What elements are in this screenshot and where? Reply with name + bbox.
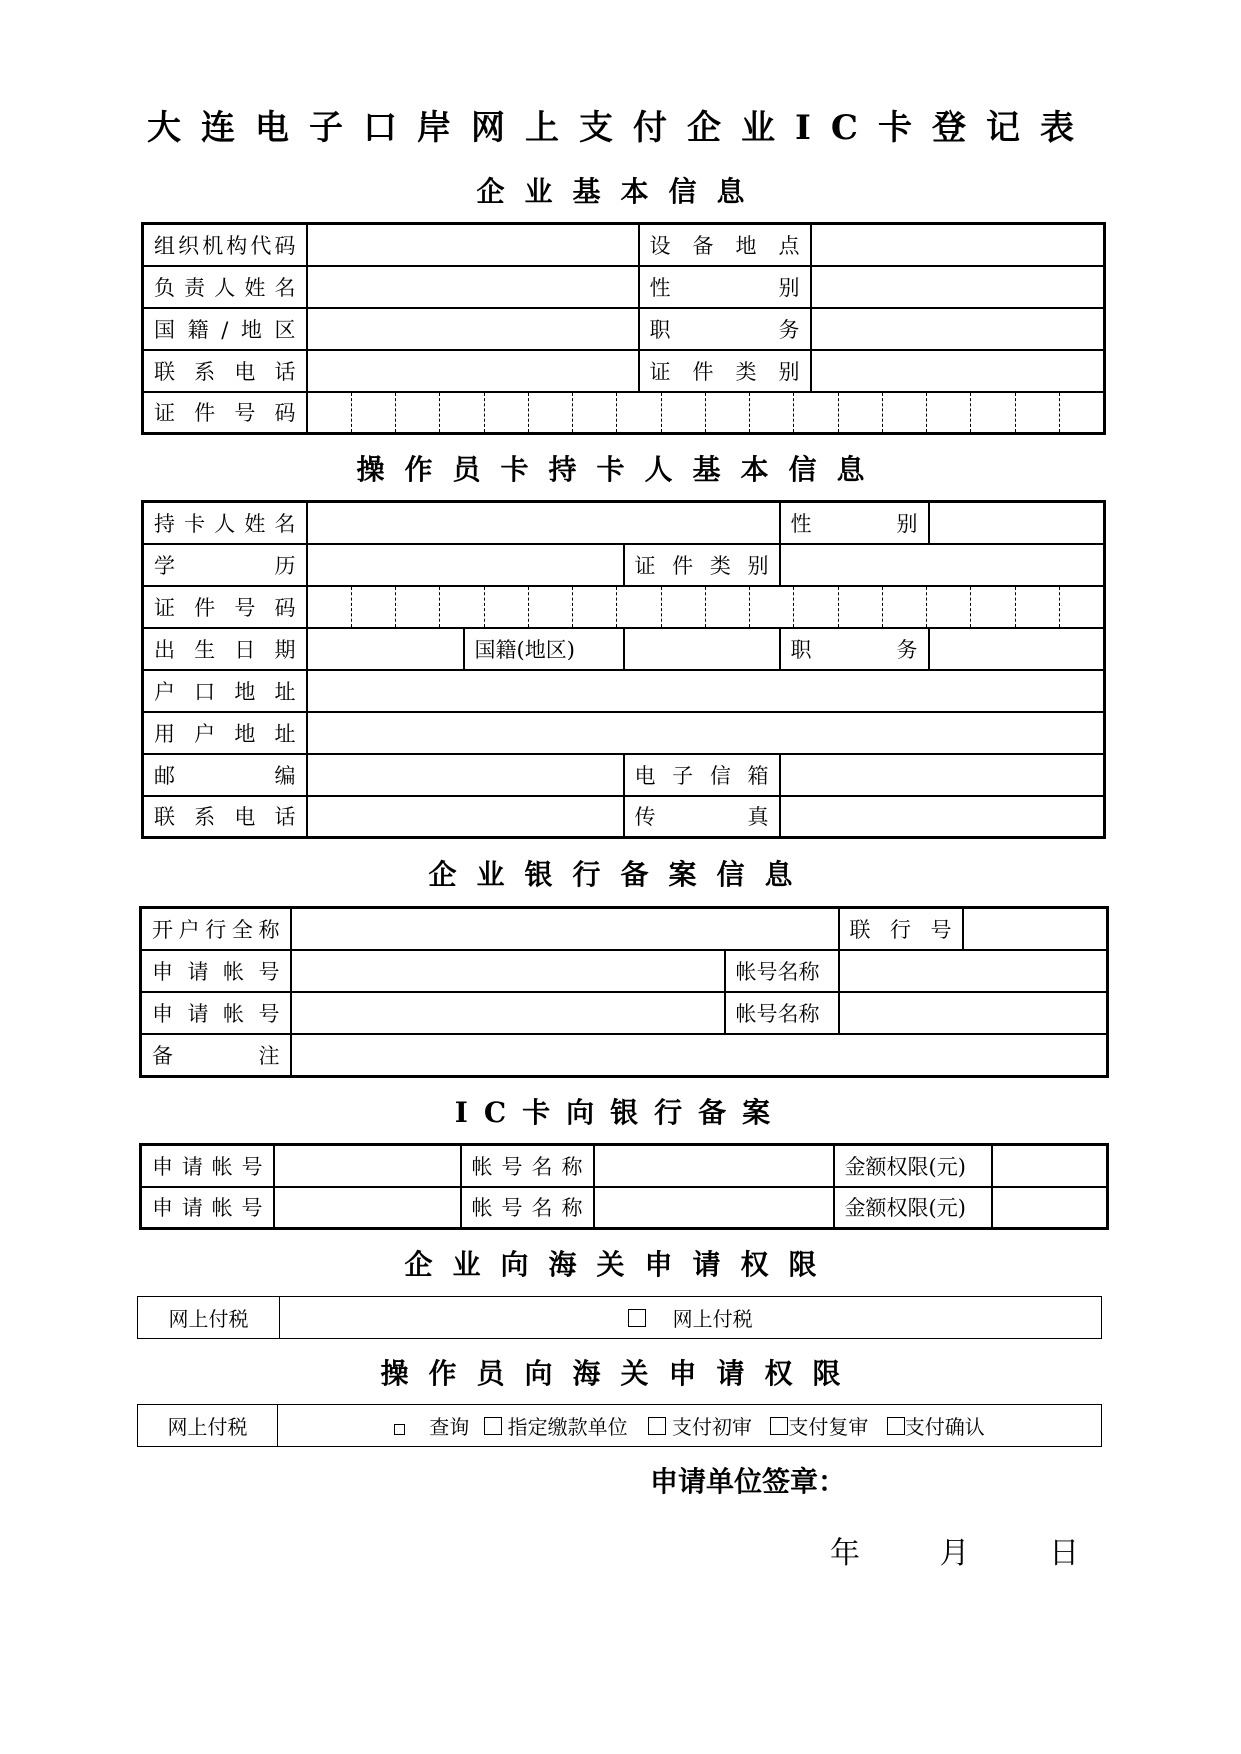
account-name1-label: 帐号名称	[725, 950, 839, 992]
email-field[interactable]	[780, 754, 1105, 796]
section-ic-bank: IC卡向银行备案	[454, 1096, 787, 1129]
org-code-label: 组织机构代码	[143, 224, 307, 266]
bank-no-label: 联行号	[839, 908, 963, 950]
phone-field[interactable]	[307, 350, 639, 392]
ic-account-name1-label: 帐号名称	[461, 1145, 594, 1187]
ic-limit2-field[interactable]	[992, 1187, 1108, 1229]
education-label: 学历	[143, 544, 307, 586]
address-label: 用户地址	[143, 712, 307, 754]
holder-gender-label: 性别	[780, 502, 929, 544]
designate-payer-checkbox[interactable]	[484, 1417, 502, 1435]
holder-nationality-label: 国籍(地区)	[464, 628, 624, 670]
owner-name-field[interactable]	[307, 266, 639, 308]
customs-operator-label: 网上付税	[138, 1405, 278, 1447]
first-review-checkbox[interactable]	[648, 1417, 666, 1435]
hukou-label: 户口地址	[143, 670, 307, 712]
ic-account2-label: 申请帐号	[141, 1187, 274, 1229]
bank-no-field[interactable]	[963, 908, 1108, 950]
customs-company-label: 网上付税	[138, 1297, 280, 1339]
holder-id-number-grid[interactable]	[307, 586, 1105, 628]
org-code-field[interactable]	[307, 224, 639, 266]
holder-name-label: 持卡人姓名	[143, 502, 307, 544]
option-second-review-label: 支付复审	[788, 1415, 869, 1439]
id-number-grid[interactable]	[307, 392, 1105, 434]
postcode-field[interactable]	[307, 754, 624, 796]
account1-label: 申请帐号	[141, 950, 291, 992]
nationality-field[interactable]	[307, 308, 639, 350]
fax-field[interactable]	[780, 796, 1105, 838]
customs-operator-table	[137, 1404, 1102, 1447]
company-basic-table	[141, 222, 1106, 435]
gender-label: 性别	[639, 266, 811, 308]
section-company-basic: 企业基本信息	[476, 175, 765, 208]
postcode-label: 邮编	[143, 754, 307, 796]
ic-account-name2-label: 帐号名称	[461, 1187, 594, 1229]
month-label: 月	[939, 1536, 970, 1571]
holder-nationality-field[interactable]	[624, 628, 780, 670]
id-type-label: 证件类别	[639, 350, 811, 392]
holder-position-field[interactable]	[929, 628, 1105, 670]
gender-field[interactable]	[811, 266, 1105, 308]
applicant-stamp-label: 申请单位签章：	[650, 1465, 847, 1498]
ic-bank-table	[139, 1143, 1109, 1230]
year-label: 年	[830, 1536, 860, 1571]
holder-id-number-label: 证件号码	[143, 586, 307, 628]
holder-name-field[interactable]	[307, 502, 780, 544]
bank-name-field[interactable]	[291, 908, 839, 950]
account-name2-field[interactable]	[839, 992, 1108, 1034]
payment-confirm-checkbox[interactable]	[887, 1417, 905, 1435]
location-field[interactable]	[811, 224, 1105, 266]
query-checkbox[interactable]	[394, 1424, 405, 1435]
remark-field[interactable]	[291, 1034, 1108, 1076]
account1-field[interactable]	[291, 950, 725, 992]
ic-limit1-field[interactable]	[992, 1145, 1108, 1187]
holder-gender-field[interactable]	[929, 502, 1105, 544]
date-line	[830, 1528, 1079, 1572]
holder-phone-field[interactable]	[307, 796, 624, 838]
online-tax-checkbox[interactable]	[628, 1309, 646, 1327]
location-label: 设备地点	[639, 224, 811, 266]
holder-id-type-label: 证件类别	[624, 544, 780, 586]
account2-label: 申请帐号	[141, 992, 291, 1034]
ic-limit2-label: 金额权限(元)	[834, 1187, 992, 1229]
customs-operator-options	[278, 1405, 1102, 1447]
holder-basic-table	[141, 500, 1106, 839]
ic-limit1-label: 金额权限(元)	[834, 1145, 992, 1187]
form-title: 大连电子口岸网上支付企业IC卡登记表	[147, 108, 1094, 148]
ic-account-name2-field[interactable]	[594, 1187, 834, 1229]
second-review-checkbox[interactable]	[770, 1417, 788, 1435]
section-holder-basic: 操作员卡持卡人基本信息	[356, 453, 885, 486]
section-customs-company: 企业向海关申请权限	[404, 1248, 837, 1281]
phone-label: 联系电话	[143, 350, 307, 392]
option-query-label: 查询	[429, 1415, 470, 1439]
online-tax-option-label: 网上付税	[672, 1307, 753, 1331]
customs-company-options	[280, 1297, 1102, 1339]
position-label: 职务	[639, 308, 811, 350]
nationality-label: 国籍/地区	[143, 308, 307, 350]
holder-id-type-field[interactable]	[780, 544, 1105, 586]
ic-account-name1-field[interactable]	[594, 1145, 834, 1187]
bank-name-label: 开户行全称	[141, 908, 291, 950]
owner-name-label: 负责人姓名	[143, 266, 307, 308]
birth-field[interactable]	[307, 628, 464, 670]
hukou-field[interactable]	[307, 670, 1105, 712]
email-label: 电子信箱	[624, 754, 780, 796]
id-type-field[interactable]	[811, 350, 1105, 392]
fax-label: 传真	[624, 796, 780, 838]
id-number-label: 证件号码	[143, 392, 307, 434]
ic-account2-field[interactable]	[274, 1187, 461, 1229]
education-field[interactable]	[307, 544, 624, 586]
account-name2-label: 帐号名称	[725, 992, 839, 1034]
section-customs-operator: 操作员向海关申请权限	[380, 1357, 861, 1390]
day-label: 日	[1049, 1536, 1080, 1571]
birth-label: 出生日期	[143, 628, 307, 670]
ic-account1-label: 申请帐号	[141, 1145, 274, 1187]
option-designate-label: 指定缴款单位	[507, 1415, 628, 1439]
customs-company-table	[137, 1296, 1102, 1339]
remark-label: 备注	[141, 1034, 291, 1076]
option-payment-confirm-label: 支付确认	[904, 1415, 985, 1439]
holder-position-label: 职务	[780, 628, 929, 670]
position-field[interactable]	[811, 308, 1105, 350]
address-field[interactable]	[307, 712, 1105, 754]
account-name1-field[interactable]	[839, 950, 1108, 992]
ic-account1-field[interactable]	[274, 1145, 461, 1187]
holder-phone-label: 联系电话	[143, 796, 307, 838]
bank-table	[139, 906, 1109, 1078]
account2-field[interactable]	[291, 992, 725, 1034]
section-bank: 企业银行备案信息	[428, 858, 813, 891]
option-first-review-label: 支付初审	[672, 1415, 752, 1439]
